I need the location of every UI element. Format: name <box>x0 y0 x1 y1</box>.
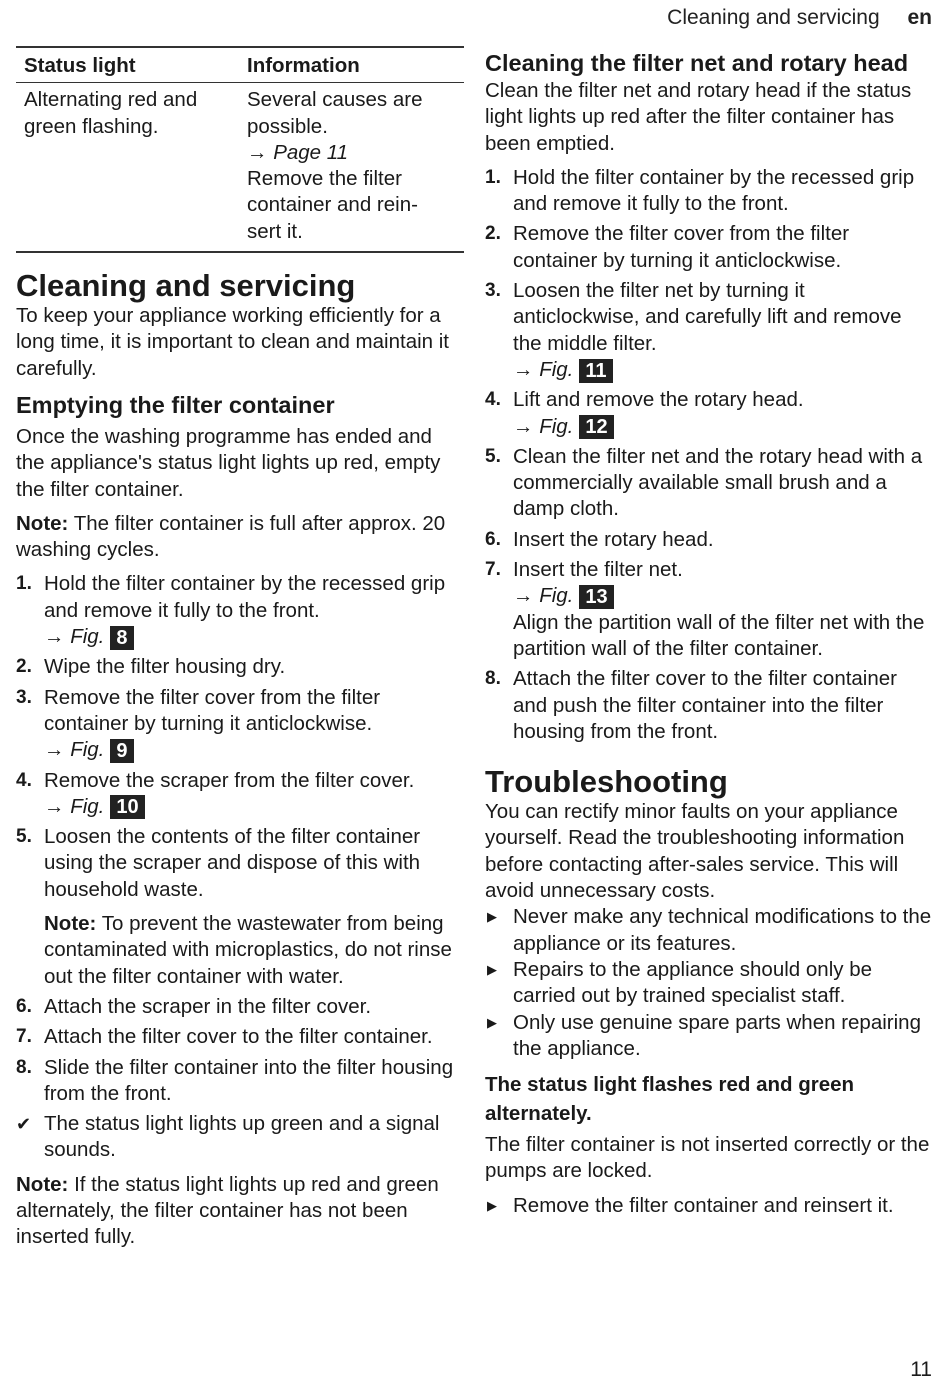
note-text: To prevent the wastewater from being contaminated with microplastics, do not rinse out the filter container with water. <box>44 912 452 988</box>
step-text: Hold the filter container by the recessed grip and remove it fully to the front. <box>513 165 915 216</box>
figure-label: Fig. <box>70 738 105 762</box>
emptying-steps <box>16 571 464 1107</box>
emptying-note <box>16 511 464 564</box>
bullet-item <box>485 904 933 957</box>
table-cell-status <box>16 83 239 252</box>
list-item <box>485 221 933 274</box>
arrow-right-icon: → <box>513 414 540 438</box>
figure-label: Fig. <box>539 584 574 608</box>
bullet-text: Only use genuine spare parts when repairing the appliance. <box>513 1010 921 1060</box>
bullet-text: Remove the filter container and reinsert it. <box>513 1193 894 1217</box>
figure-number-badge: 11 <box>579 359 612 383</box>
step-number: 4. <box>16 769 32 791</box>
list-item <box>16 654 464 680</box>
bullet-triangle-icon: ▶ <box>487 909 497 925</box>
step-number: 3. <box>16 686 32 708</box>
note-text: The filter container is full after approx. 20 washing cycles. <box>16 511 446 562</box>
step-text: Remove the filter cover from the filter container by turning it anticlockwise. <box>513 222 850 272</box>
step-text: Clean the filter net and the rotary head with a commercially available small brush and a damp cloth. <box>513 444 923 521</box>
fault-bullets <box>485 1193 933 1219</box>
note-text: If the status light lights up red and green alternately, the filter container has not been inserted fully. <box>16 1172 439 1249</box>
step-number: 8. <box>485 668 501 690</box>
note-label: Note: <box>44 912 97 936</box>
figure-label: Fig. <box>70 794 105 818</box>
step-number: 5. <box>16 826 32 848</box>
step-text: Slide the filter container into the filter housing from the front. <box>44 1055 454 1105</box>
list-item <box>16 1024 464 1050</box>
figure-reference[interactable] <box>44 794 464 820</box>
step-number: 7. <box>485 559 501 581</box>
right-column <box>485 48 933 1219</box>
section-title-cleaning: Cleaning and servicing <box>16 268 356 304</box>
step-number: 3. <box>485 280 501 302</box>
info-line: container and rein- <box>247 193 418 217</box>
bullet-text: Never make any technical modifications to the appliance or its features. <box>513 905 932 955</box>
arrow-right-icon: → <box>513 357 540 381</box>
left-column <box>16 46 464 1251</box>
arrow-right-icon: → <box>44 738 71 762</box>
step-text: Remove the filter cover from the filter container by turning it anticlockwise. <box>44 685 381 735</box>
step-text: Remove the scraper from the filter cover. <box>44 768 415 792</box>
info-line: Several causes are <box>247 88 423 112</box>
note-label: Note: <box>16 1172 69 1196</box>
figure-number-badge: 8 <box>110 626 133 650</box>
figure-label: Fig. <box>539 414 574 438</box>
list-item <box>16 1055 464 1108</box>
step-number: 7. <box>16 1026 32 1048</box>
bullet-item <box>485 957 933 1010</box>
table-header-status: Status light <box>24 54 136 77</box>
arrow-right-icon: → <box>513 584 540 608</box>
list-item <box>16 824 464 990</box>
figure-reference[interactable] <box>513 357 933 383</box>
fault-title: The status light flashes red and green alternately. <box>485 1073 855 1126</box>
step-note <box>44 911 464 990</box>
step-text: Loosen the filter net by turning it anticlockwise, and carefully lift and remove the middle filter. <box>513 279 902 355</box>
step-number: 6. <box>16 995 32 1017</box>
status-line: Alternating red and <box>24 88 198 112</box>
figure-reference[interactable] <box>513 414 933 440</box>
list-item <box>485 165 933 218</box>
result-text: The status light lights up green and a signal sounds. <box>44 1112 440 1162</box>
list-item <box>485 444 933 523</box>
bullet-text: Repairs to the appliance should only be carried out by trained specialist staff. <box>513 957 872 1008</box>
arrow-right-icon: → <box>44 625 71 649</box>
list-item <box>16 768 464 821</box>
figure-label: Fig. <box>70 625 105 649</box>
result-line <box>16 1111 464 1164</box>
list-item <box>16 685 464 764</box>
step-text: Insert the filter net. <box>513 558 683 582</box>
step-text: Insert the rotary head. <box>513 527 714 551</box>
step-extra-text: Align the partition wall of the filter net with the partition wall of the filter container. <box>513 610 925 660</box>
step-text: Lift and remove the rotary head. <box>513 388 804 412</box>
figure-reference[interactable] <box>513 583 933 609</box>
note-label: Note: <box>16 511 69 535</box>
arrow-right-icon: → <box>44 794 71 818</box>
step-number: 5. <box>485 445 501 467</box>
list-item <box>485 278 933 383</box>
subsection-title-emptying: Emptying the filter container <box>16 391 335 418</box>
filter-net-steps <box>485 165 933 745</box>
header-language: en <box>907 6 932 29</box>
step-number: 6. <box>485 528 501 550</box>
figure-label: Fig. <box>539 357 574 381</box>
step-text: Attach the scraper in the filter cover. <box>44 994 372 1018</box>
figure-reference[interactable] <box>44 624 464 650</box>
list-item <box>16 994 464 1020</box>
table-header-information: Information <box>247 54 360 77</box>
list-item <box>485 557 933 662</box>
step-text: Hold the filter container by the recessed grip and remove it fully to the front. <box>44 572 446 622</box>
table-header-row <box>16 47 464 83</box>
table-cell-information <box>239 83 464 252</box>
bullet-triangle-icon: ▶ <box>487 1014 497 1030</box>
figure-reference[interactable] <box>44 737 464 763</box>
info-line: possible. <box>247 114 328 138</box>
step-text: Attach the filter cover to the filter container and push the filter container into the filter housing from the front. <box>513 667 897 743</box>
step-number: 2. <box>16 656 32 678</box>
bullet-item <box>485 1193 933 1219</box>
filter-net-intro: Clean the filter net and rotary head if the status light lights up red after the filter container has been emptied. <box>485 79 912 155</box>
status-line: green flashing. <box>24 114 159 138</box>
status-light-table <box>16 46 464 253</box>
emptying-note-2 <box>16 1172 464 1251</box>
list-item <box>485 666 933 745</box>
step-text: Attach the filter cover to the filter container. <box>44 1025 433 1049</box>
running-header <box>667 6 932 30</box>
page-reference-label: Page 11 <box>273 140 349 164</box>
bullet-triangle-icon: ▶ <box>487 961 497 977</box>
page-number: 11 <box>910 1358 932 1381</box>
info-line: Remove the filter <box>247 167 402 191</box>
checkmark-icon: ✔ <box>16 1114 32 1135</box>
step-text: Wipe the filter housing dry. <box>44 655 286 679</box>
figure-number-badge: 12 <box>579 415 613 439</box>
fault-text: The filter container is not inserted correctly or the pumps are locked. <box>485 1133 930 1183</box>
bullet-triangle-icon: ▶ <box>487 1197 497 1213</box>
step-number: 8. <box>16 1056 32 1078</box>
step-text: Loosen the contents of the filter container using the scraper and dispose of this with household waste. <box>44 825 421 901</box>
emptying-intro: Once the washing programme has ended and the appliance's status light lights up red, empty the filter container. <box>16 424 441 501</box>
figure-number-badge: 10 <box>110 795 144 819</box>
header-section-title: Cleaning and servicing <box>667 6 880 29</box>
step-number: 2. <box>485 223 501 245</box>
step-number: 1. <box>16 573 32 595</box>
arrow-right-icon: → <box>247 140 268 164</box>
list-item <box>16 571 464 650</box>
cleaning-intro: To keep your appliance working efficiently for a long time, it is important to clean and maintain it carefully. <box>16 304 449 380</box>
troubleshooting-intro: You can rectify minor faults on your appliance yourself. Read the troubleshooting information before contacting after-sales service. This will avoid unnecessary costs. <box>485 800 905 903</box>
info-line: sert it. <box>247 219 303 243</box>
troubleshooting-bullets <box>485 904 933 1062</box>
section-title-troubleshooting: Troubleshooting <box>485 764 728 800</box>
figure-number-badge: 9 <box>110 739 133 763</box>
list-item <box>485 527 933 553</box>
list-item <box>485 387 933 440</box>
figure-number-badge: 13 <box>579 585 613 609</box>
subsection-title-filter-net: Cleaning the filter net and rotary head <box>485 50 909 76</box>
table-row <box>16 83 464 252</box>
step-number: 1. <box>485 166 501 188</box>
step-number: 4. <box>485 389 501 411</box>
bullet-item <box>485 1010 933 1063</box>
page-reference[interactable] <box>247 140 456 166</box>
